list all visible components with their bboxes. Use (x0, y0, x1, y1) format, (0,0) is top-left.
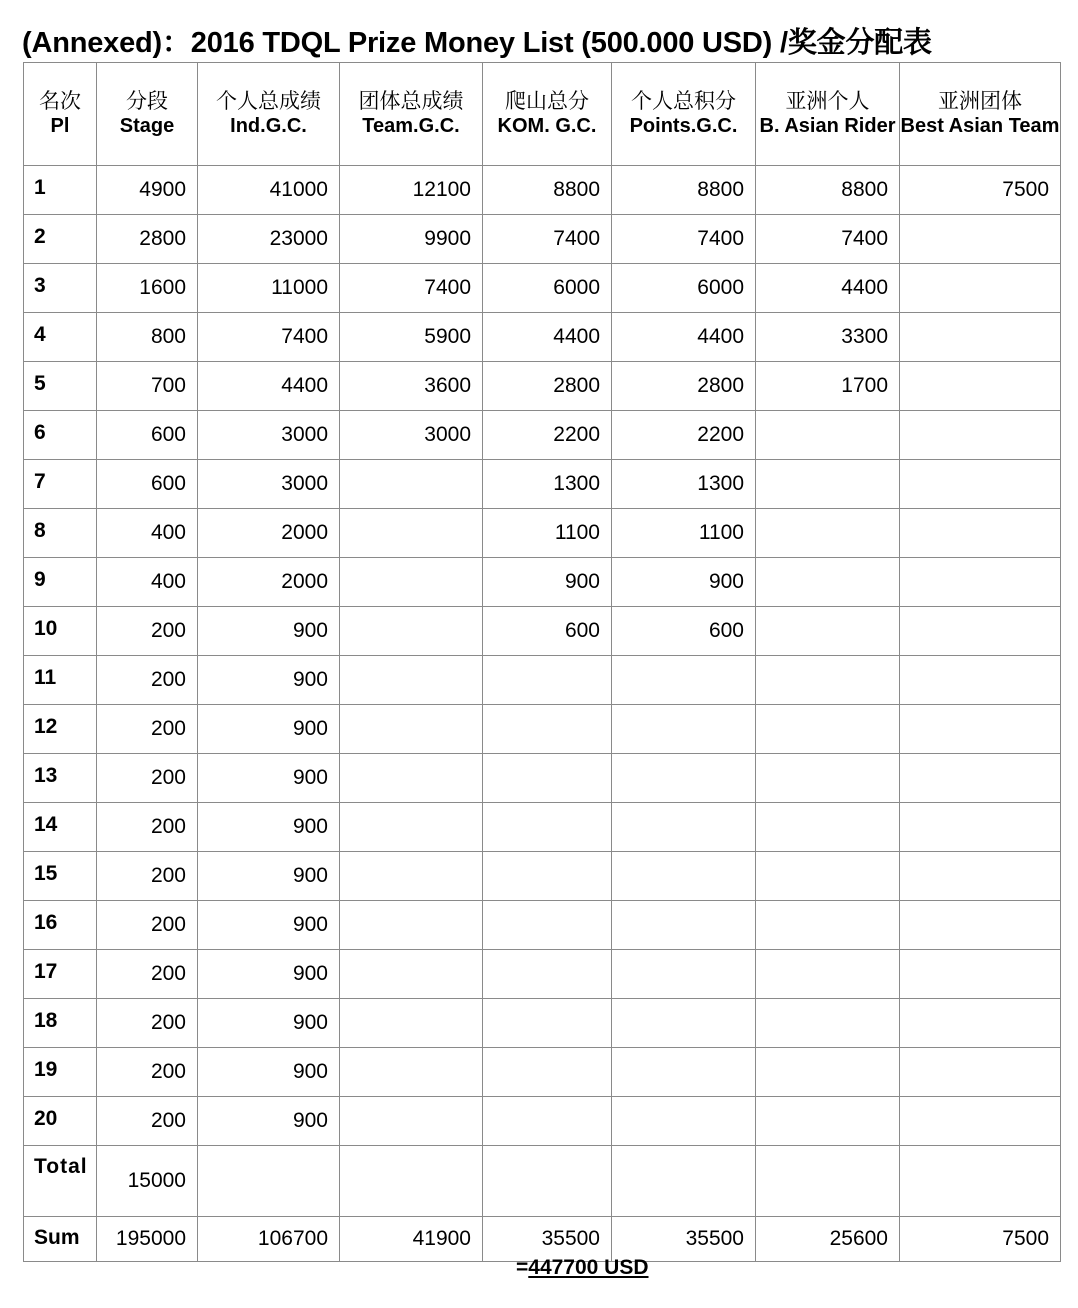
place-cell: Sum (24, 1217, 97, 1262)
best-asian-rider-cell (756, 754, 900, 803)
place-cell: 10 (24, 607, 97, 656)
individual-gc-cell: 106700 (198, 1217, 340, 1262)
individual-gc-cell: 7400 (198, 313, 340, 362)
place-cell: Total (24, 1146, 97, 1217)
points-gc-cell: 900 (612, 558, 756, 607)
kom-gc-cell (483, 705, 612, 754)
individual-gc-cell (198, 1146, 340, 1217)
place-cell: 5 (24, 362, 97, 411)
place-cell: 7 (24, 460, 97, 509)
individual-gc-cell: 41000 (198, 166, 340, 215)
best-asian-rider-cell: 4400 (756, 264, 900, 313)
individual-gc-cell: 900 (198, 852, 340, 901)
points-gc-cell (612, 1146, 756, 1217)
best-asian-rider-cell (756, 509, 900, 558)
sum-row (24, 1217, 1061, 1262)
best-asian-rider-cell (756, 803, 900, 852)
best-asian-rider-cell (756, 460, 900, 509)
best-asian-rider-cell (756, 901, 900, 950)
stage-cell: 400 (97, 509, 198, 558)
team-gc-cell (340, 558, 483, 607)
stage-cell: 200 (97, 803, 198, 852)
best-asian-rider-cell (756, 607, 900, 656)
individual-gc-cell: 900 (198, 656, 340, 705)
team-gc-cell: 7400 (340, 264, 483, 313)
best-asian-team-cell (900, 313, 1061, 362)
kom-gc-cell (483, 852, 612, 901)
header-row (24, 63, 1061, 166)
stage-cell: 200 (97, 656, 198, 705)
best-asian-rider-cell (756, 411, 900, 460)
stage-cell: 800 (97, 313, 198, 362)
place-cell: 17 (24, 950, 97, 999)
header-points-gc: 个人总积分 Points.G.C. (612, 63, 756, 166)
kom-gc-cell (483, 1097, 612, 1146)
best-asian-rider-cell (756, 558, 900, 607)
table-row (24, 264, 1061, 313)
place-cell: 8 (24, 509, 97, 558)
individual-gc-cell: 3000 (198, 411, 340, 460)
individual-gc-cell: 23000 (198, 215, 340, 264)
kom-gc-cell: 900 (483, 558, 612, 607)
points-gc-cell (612, 999, 756, 1048)
kom-gc-cell (483, 754, 612, 803)
kom-gc-cell (483, 901, 612, 950)
team-gc-cell (340, 656, 483, 705)
table-row (24, 999, 1061, 1048)
individual-gc-cell: 900 (198, 607, 340, 656)
table-row (24, 754, 1061, 803)
table-row (24, 362, 1061, 411)
place-cell: 15 (24, 852, 97, 901)
place-cell: 9 (24, 558, 97, 607)
best-asian-team-cell (900, 803, 1061, 852)
best-asian-team-cell (900, 411, 1061, 460)
kom-gc-cell: 2800 (483, 362, 612, 411)
points-gc-cell: 1100 (612, 509, 756, 558)
stage-cell: 600 (97, 460, 198, 509)
stage-cell: 200 (97, 950, 198, 999)
header-individual-gc: 个人总成绩 Ind.G.C. (198, 63, 340, 166)
kom-gc-cell (483, 950, 612, 999)
place-cell: 6 (24, 411, 97, 460)
table-body (24, 166, 1061, 1262)
best-asian-team-cell (900, 754, 1061, 803)
team-gc-cell (340, 754, 483, 803)
best-asian-rider-cell (756, 1146, 900, 1217)
kom-gc-cell: 35500 (483, 1217, 612, 1262)
kom-gc-cell (483, 1146, 612, 1217)
best-asian-team-cell (900, 509, 1061, 558)
best-asian-rider-cell (756, 1097, 900, 1146)
header-kom-gc: 爬山总分 KOM. G.C. (483, 63, 612, 166)
table-row (24, 411, 1061, 460)
grand-total-amount: 447700 USD (528, 1256, 649, 1279)
points-gc-cell (612, 705, 756, 754)
team-gc-cell (340, 999, 483, 1048)
individual-gc-cell: 2000 (198, 558, 340, 607)
best-asian-rider-cell (756, 705, 900, 754)
best-asian-team-cell (900, 558, 1061, 607)
total-row (24, 1146, 1061, 1217)
table-row (24, 558, 1061, 607)
place-cell: 2 (24, 215, 97, 264)
header-place: 名次 Pl (24, 63, 97, 166)
team-gc-cell: 41900 (340, 1217, 483, 1262)
team-gc-cell: 3600 (340, 362, 483, 411)
team-gc-cell (340, 509, 483, 558)
document-title: (Annexed)：2016 TDQL Prize Money List (500.000 USD) /奖金分配表 (22, 27, 932, 59)
stage-cell: 200 (97, 754, 198, 803)
table-row (24, 166, 1061, 215)
stage-cell: 200 (97, 901, 198, 950)
individual-gc-cell: 900 (198, 803, 340, 852)
table-row (24, 1097, 1061, 1146)
place-cell: 18 (24, 999, 97, 1048)
individual-gc-cell: 900 (198, 705, 340, 754)
kom-gc-cell: 1100 (483, 509, 612, 558)
points-gc-cell (612, 1097, 756, 1146)
best-asian-team-cell (900, 1146, 1061, 1217)
points-gc-cell: 1300 (612, 460, 756, 509)
prize-money-table (23, 62, 1061, 1262)
stage-cell: 15000 (97, 1146, 198, 1217)
table-row (24, 509, 1061, 558)
table-row (24, 215, 1061, 264)
header-best-asian-rider: 亚洲个人 B. Asian Rider (756, 63, 900, 166)
kom-gc-cell: 2200 (483, 411, 612, 460)
best-asian-team-cell: 7500 (900, 1217, 1061, 1262)
place-cell: 12 (24, 705, 97, 754)
individual-gc-cell: 900 (198, 1097, 340, 1146)
header-team-gc: 团体总成绩 Team.G.C. (340, 63, 483, 166)
stage-cell: 2800 (97, 215, 198, 264)
best-asian-rider-cell (756, 656, 900, 705)
best-asian-team-cell (900, 215, 1061, 264)
kom-gc-cell: 6000 (483, 264, 612, 313)
best-asian-team-cell (900, 362, 1061, 411)
best-asian-rider-cell (756, 999, 900, 1048)
kom-gc-cell: 600 (483, 607, 612, 656)
team-gc-cell (340, 705, 483, 754)
table-row (24, 313, 1061, 362)
kom-gc-cell (483, 1048, 612, 1097)
table-row (24, 1048, 1061, 1097)
best-asian-team-cell (900, 705, 1061, 754)
points-gc-cell: 2800 (612, 362, 756, 411)
place-cell: 3 (24, 264, 97, 313)
table-row (24, 460, 1061, 509)
points-gc-cell: 7400 (612, 215, 756, 264)
best-asian-rider-cell: 1700 (756, 362, 900, 411)
kom-gc-cell (483, 656, 612, 705)
team-gc-cell (340, 1097, 483, 1146)
table-row (24, 705, 1061, 754)
grand-total (516, 1256, 649, 1280)
team-gc-cell (340, 1146, 483, 1217)
individual-gc-cell: 900 (198, 754, 340, 803)
stage-cell: 200 (97, 852, 198, 901)
stage-cell: 200 (97, 705, 198, 754)
stage-cell: 400 (97, 558, 198, 607)
grand-total-prefix: = (516, 1256, 529, 1279)
header-stage: 分段 Stage (97, 63, 198, 166)
individual-gc-cell: 3000 (198, 460, 340, 509)
stage-cell: 600 (97, 411, 198, 460)
team-gc-cell (340, 852, 483, 901)
points-gc-cell (612, 803, 756, 852)
table-row (24, 803, 1061, 852)
kom-gc-cell (483, 803, 612, 852)
table-row (24, 950, 1061, 999)
team-gc-cell (340, 901, 483, 950)
team-gc-cell: 12100 (340, 166, 483, 215)
points-gc-cell (612, 901, 756, 950)
team-gc-cell (340, 803, 483, 852)
team-gc-cell: 3000 (340, 411, 483, 460)
best-asian-team-cell (900, 950, 1061, 999)
place-cell: 11 (24, 656, 97, 705)
best-asian-team-cell (900, 656, 1061, 705)
points-gc-cell: 4400 (612, 313, 756, 362)
table-row (24, 607, 1061, 656)
best-asian-rider-cell: 8800 (756, 166, 900, 215)
points-gc-cell: 8800 (612, 166, 756, 215)
best-asian-team-cell (900, 999, 1061, 1048)
best-asian-team-cell (900, 1097, 1061, 1146)
best-asian-team-cell (900, 852, 1061, 901)
kom-gc-cell (483, 999, 612, 1048)
best-asian-rider-cell: 3300 (756, 313, 900, 362)
place-cell: 16 (24, 901, 97, 950)
stage-cell: 4900 (97, 166, 198, 215)
individual-gc-cell: 900 (198, 1048, 340, 1097)
points-gc-cell: 600 (612, 607, 756, 656)
place-cell: 1 (24, 166, 97, 215)
place-cell: 19 (24, 1048, 97, 1097)
best-asian-rider-cell (756, 950, 900, 999)
individual-gc-cell: 2000 (198, 509, 340, 558)
best-asian-rider-cell: 25600 (756, 1217, 900, 1262)
place-cell: 14 (24, 803, 97, 852)
kom-gc-cell: 4400 (483, 313, 612, 362)
place-cell: 20 (24, 1097, 97, 1146)
team-gc-cell (340, 460, 483, 509)
individual-gc-cell: 900 (198, 950, 340, 999)
stage-cell: 700 (97, 362, 198, 411)
best-asian-team-cell (900, 1048, 1061, 1097)
best-asian-rider-cell (756, 852, 900, 901)
table-row (24, 901, 1061, 950)
individual-gc-cell: 11000 (198, 264, 340, 313)
best-asian-team-cell (900, 264, 1061, 313)
points-gc-cell (612, 754, 756, 803)
place-cell: 4 (24, 313, 97, 362)
place-cell: 13 (24, 754, 97, 803)
header-best-asian-team: 亚洲团体 Best Asian Team (900, 63, 1061, 166)
stage-cell: 195000 (97, 1217, 198, 1262)
team-gc-cell (340, 950, 483, 999)
points-gc-cell: 35500 (612, 1217, 756, 1262)
stage-cell: 1600 (97, 264, 198, 313)
points-gc-cell: 2200 (612, 411, 756, 460)
team-gc-cell (340, 1048, 483, 1097)
best-asian-rider-cell: 7400 (756, 215, 900, 264)
points-gc-cell (612, 852, 756, 901)
individual-gc-cell: 900 (198, 999, 340, 1048)
kom-gc-cell: 7400 (483, 215, 612, 264)
best-asian-rider-cell (756, 1048, 900, 1097)
points-gc-cell (612, 1048, 756, 1097)
table-row (24, 656, 1061, 705)
points-gc-cell (612, 656, 756, 705)
individual-gc-cell: 4400 (198, 362, 340, 411)
best-asian-team-cell: 7500 (900, 166, 1061, 215)
team-gc-cell: 9900 (340, 215, 483, 264)
points-gc-cell (612, 950, 756, 999)
table-row (24, 852, 1061, 901)
team-gc-cell: 5900 (340, 313, 483, 362)
kom-gc-cell: 8800 (483, 166, 612, 215)
team-gc-cell (340, 607, 483, 656)
stage-cell: 200 (97, 607, 198, 656)
stage-cell: 200 (97, 1048, 198, 1097)
stage-cell: 200 (97, 999, 198, 1048)
stage-cell: 200 (97, 1097, 198, 1146)
individual-gc-cell: 900 (198, 901, 340, 950)
kom-gc-cell: 1300 (483, 460, 612, 509)
best-asian-team-cell (900, 607, 1061, 656)
points-gc-cell: 6000 (612, 264, 756, 313)
best-asian-team-cell (900, 460, 1061, 509)
best-asian-team-cell (900, 901, 1061, 950)
